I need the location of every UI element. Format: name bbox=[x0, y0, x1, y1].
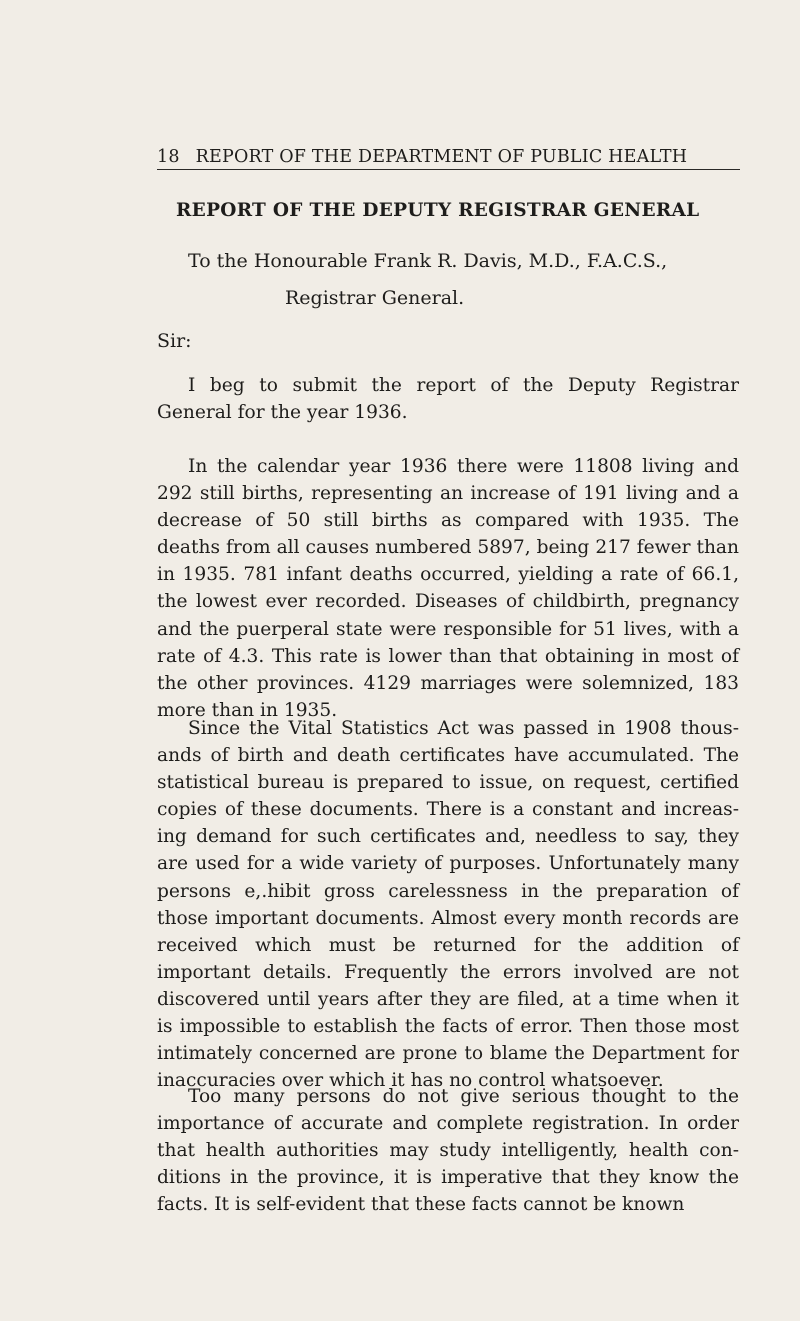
address-line-2: Registrar General. bbox=[285, 287, 465, 309]
report-title: REPORT OF THE DEPUTY REGISTRAR GENERAL bbox=[176, 200, 700, 221]
paragraph-registration: Too many persons do not give serious thought to the importance of accurate and complete registration. In order that health authorities may study intelligently, health con-ditions in the province, it is imperative that they know the facts. It is self-evident that these facts cannot be known bbox=[157, 1086, 739, 1216]
running-title: REPORT OF THE DEPARTMENT OF PUBLIC HEALTH bbox=[195, 147, 688, 167]
paragraph-statistics: In the calendar year 1936 there were 11808 living and 292 still births, representing an increase of 191 living and a decrease of 50 still births as compared with 1935. The deaths from all causes numbered 5897, being 217 fewer than in 1935. 781 infant deaths occurred, yielding a rate of 66.1, the lowest ever recorded. Diseases of childbirth, pregnancy and the puerperal state were responsible for 51 lives, with a rate of 4.3. This rate is lower than that obtaining in most of the other provinces. 4129 marriages were solemnized, 183 more than in 1935. bbox=[157, 456, 739, 721]
address-line-1: To the Honourable Frank R. Davis, M.D., F.A.C.S., bbox=[188, 250, 668, 272]
paragraph-intro: I beg to submit the report of the Deputy Registrar General for the year 1936. bbox=[157, 375, 739, 424]
page-number: 18 bbox=[157, 147, 180, 167]
salutation: Sir: bbox=[157, 330, 192, 352]
running-header bbox=[157, 145, 740, 170]
paragraph-certificates: Since the Vital Statistics Act was passed in 1908 thous-ands of birth and death certificates have accumulated. The statistical bureau is prepared to issue, on request, certified copies of these documents. There is a constant and increas-ing demand for such certificates and, needless to say, they are used for a wide variety of purposes. Unfortunately many persons e,.hibit gross carelessness in the preparation of those important documents. Almost every month records are received which must be returned for the addition of important details. Frequently the errors involved are not discovered until years after they are filed, at a time when it is impossible to establish the facts of error. Then those most intimately concerned are prone to blame the Department for inaccuracies over which it has no control whatsoever. bbox=[157, 718, 739, 1092]
